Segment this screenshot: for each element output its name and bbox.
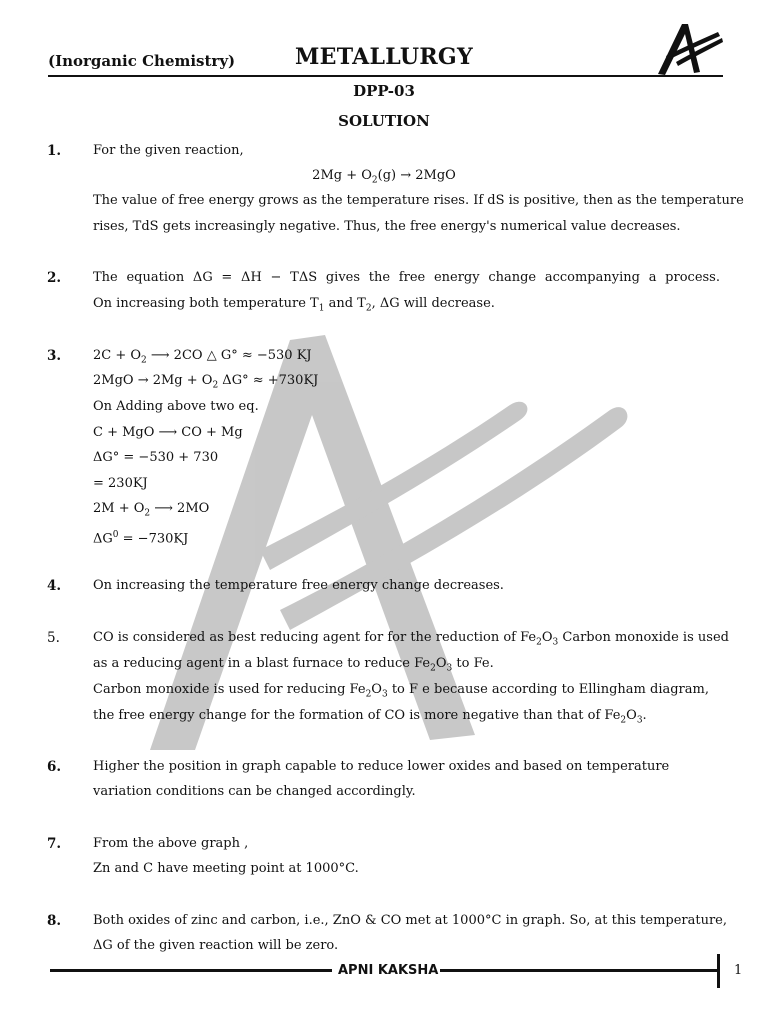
footer-brand: APNI KAKSHA	[338, 963, 439, 978]
q5-line-4: the free energy change for the formation of CO is more negative than that of $Fe_2O_3$.	[93, 708, 647, 726]
q4-number: 4.	[47, 578, 62, 594]
q3-line-2: $2MgO \to 2Mg + O_2$ ΔG° ≈ +730KJ	[93, 373, 319, 391]
subject-label: (Inorganic Chemistry)	[48, 52, 236, 70]
q3-line-3: On Adding above two eq.	[93, 399, 259, 414]
header-rule	[48, 75, 723, 77]
q8-line-1: Both oxides of zinc and carbon, i.e., ZnO & CO met at 1000°C in graph. So, at this temperature,	[93, 913, 728, 928]
footer-rule-left	[50, 969, 332, 972]
q3-line-1: $2C + O_2$ ⟶ 2CO △ G° ≈ −530 KJ	[93, 348, 312, 366]
q1-text-2: rises, TdS gets increasingly negative. Thus, the free energy's numerical value decreases.	[93, 219, 681, 234]
q8-line-2: ΔG of the given reaction will be zero.	[93, 938, 339, 953]
q1-number: 1.	[47, 143, 62, 159]
section-heading: SOLUTION	[338, 112, 430, 130]
q7-line-2: Zn and C have meeting point at 1000°C.	[93, 861, 359, 876]
q3-number: 3.	[47, 348, 62, 364]
q8-number: 8.	[47, 913, 62, 929]
q3-line-6: = 230KJ	[93, 476, 148, 491]
q7-number: 7.	[47, 836, 62, 852]
q4-text: On increasing the temperature free energy change decreases.	[93, 578, 504, 593]
page-title: METALLURGY	[294, 44, 474, 70]
q3-line-8: $\Delta G^0 = -730KJ$	[93, 530, 189, 547]
footer-rule-right	[440, 969, 718, 972]
q3-line-7: $2M + O_2$ ⟶ 2MO	[93, 501, 210, 519]
q5-line-1: CO is considered as best reducing agent for for the reduction of $Fe_2O_3$ Carbon monoxide is used	[93, 630, 729, 648]
q5-line-3: Carbon monoxide is used for reducing $Fe_2O_3$ to F e because according to Ellingham diagram,	[93, 682, 709, 700]
q6-line-1: Higher the position in graph capable to reduce lower oxides and based on temperature	[93, 759, 670, 774]
q7-line-1: From the above graph ,	[93, 836, 249, 851]
q6-number: 6.	[47, 759, 62, 775]
q2-text-2: On increasing both temperature $T_1$ and $T_2$, ΔG will decrease.	[93, 296, 495, 314]
q2-number: 2.	[47, 270, 62, 286]
brand-logo-icon	[652, 20, 724, 78]
page-number: 1	[734, 963, 743, 978]
footer-divider	[717, 954, 720, 988]
dpp-label: DPP-03	[353, 82, 415, 100]
q3-line-4: C + MgO ⟶ CO + Mg	[93, 425, 243, 440]
q5-line-2: as a reducing agent in a blast furnace to reduce $Fe_2O_3$ to Fe.	[93, 656, 494, 674]
q1-equation: $2Mg + O_2(g) \to 2MgO$	[312, 168, 456, 186]
q1-intro: For the given reaction,	[93, 143, 244, 158]
q2-text-1: The equation ΔG = ΔH − TΔS gives the free energy change accompanying a process.	[93, 270, 720, 285]
q3-line-5: ΔG° = −530 + 730	[93, 450, 219, 465]
q6-line-2: variation conditions can be changed accordingly.	[93, 784, 416, 799]
q1-text-1: The value of free energy grows as the temperature rises. If dS is positive, then as the temperature	[93, 193, 744, 208]
q5-number: 5.	[47, 630, 60, 646]
